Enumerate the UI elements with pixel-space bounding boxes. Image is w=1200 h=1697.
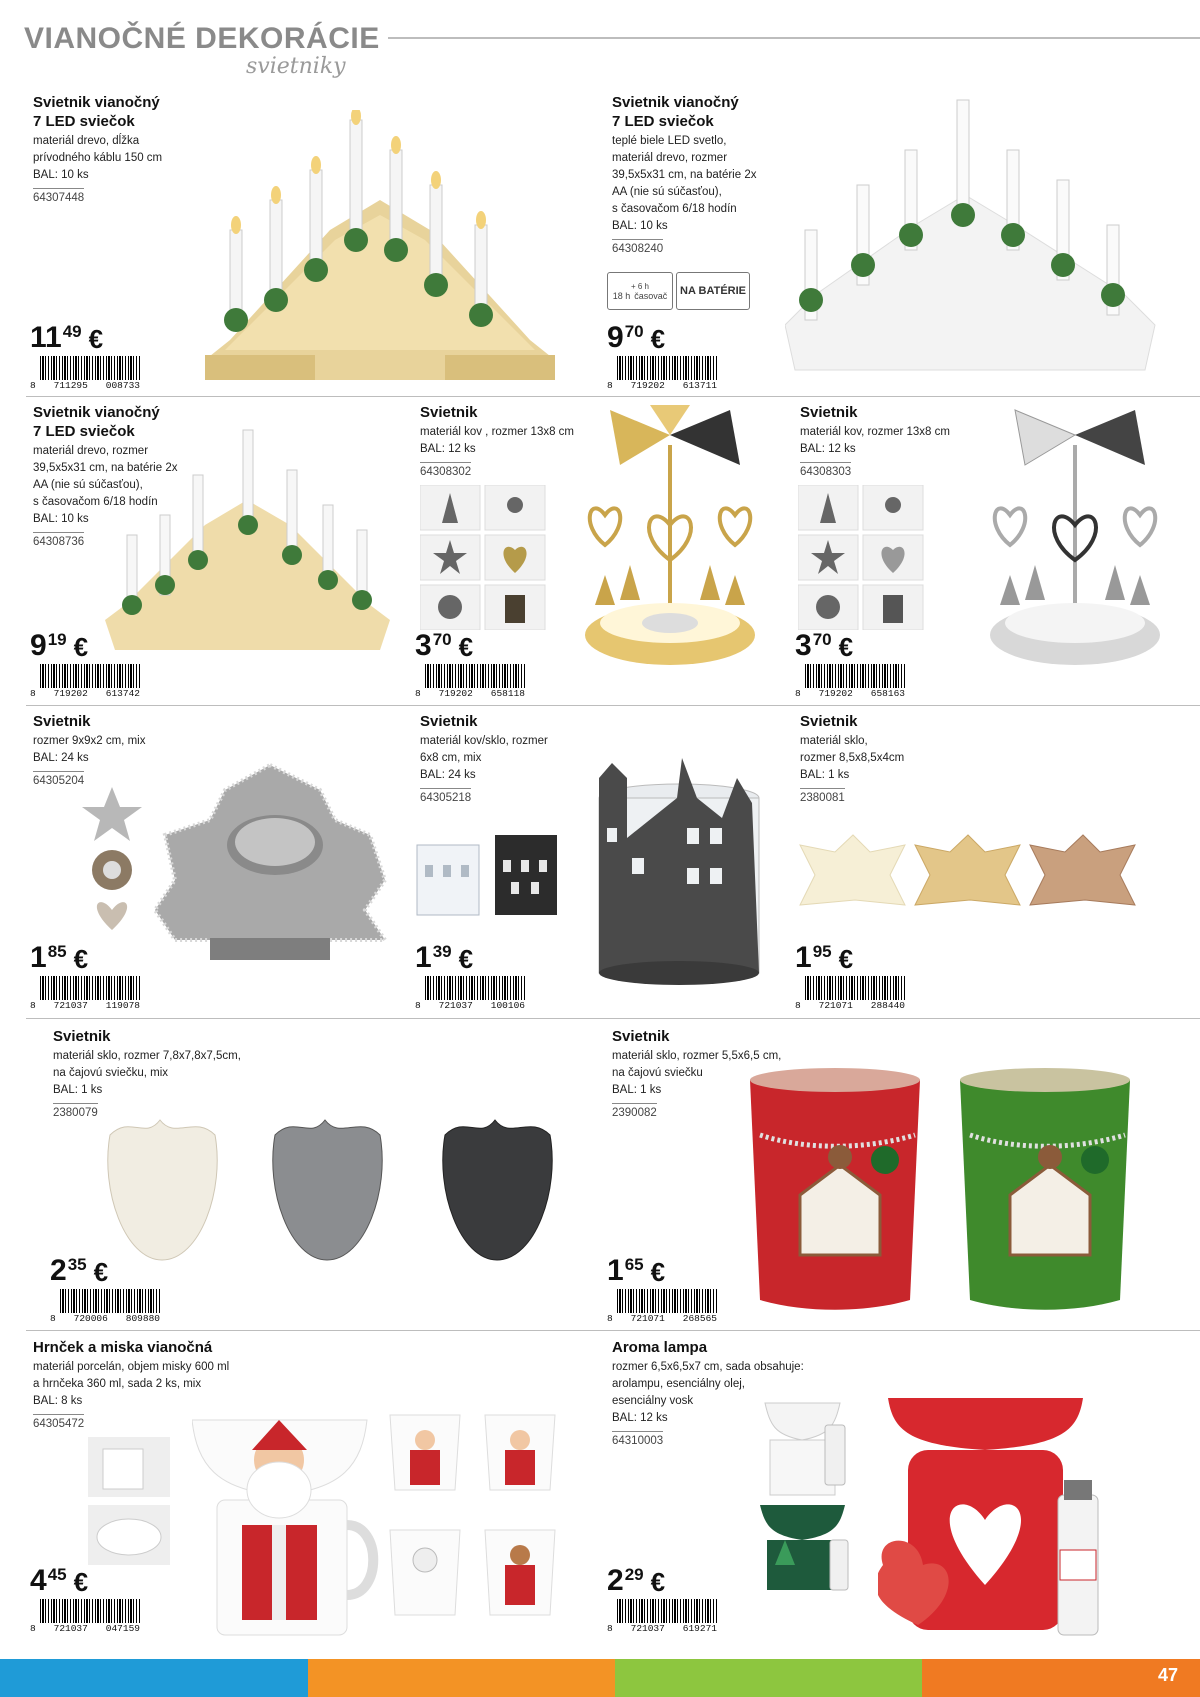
battery-badge: NA BATÉRIE xyxy=(676,272,750,310)
product-description: teplé biele LED svetlo, materiál drevo, rozmer 39,5x5x31 cm, na batérie 2x AA (nie sú súčasťou), s časovačom 6/18 hodín BAL: 10 ks xyxy=(612,135,757,232)
star-glass-holders-image xyxy=(795,830,1140,915)
product-info xyxy=(33,712,233,789)
product-code: 64310003 xyxy=(612,1431,663,1447)
timer-badge-right: časovač xyxy=(634,290,668,301)
barcode xyxy=(795,664,905,699)
price-integer: 11 xyxy=(30,321,62,354)
barcode xyxy=(30,664,140,699)
price-currency: € xyxy=(458,944,474,974)
barcode xyxy=(415,664,525,699)
price-currency: € xyxy=(650,1567,666,1597)
barcode-bars xyxy=(805,664,905,688)
footer-segment xyxy=(0,1659,308,1697)
barcode-right: 619271 xyxy=(682,1623,717,1634)
product-code: 2390082 xyxy=(612,1103,657,1119)
product-price xyxy=(30,630,88,664)
house-candleholders-image xyxy=(415,820,565,920)
page-title: VIANOČNÉ DEKORÁCIE xyxy=(24,22,380,55)
barcode-bars xyxy=(617,1599,717,1623)
product-description: rozmer 9x9x2 cm, mix BAL: 24 ks xyxy=(33,735,146,764)
price-currency: € xyxy=(73,632,89,662)
price-decimal: 85 xyxy=(47,942,67,961)
product-name: Hrnček a miska vianočná xyxy=(33,1339,213,1356)
mug-bowl-thumbnails-image xyxy=(88,1437,170,1569)
product-code: 2380079 xyxy=(53,1103,98,1119)
barcode-left: 721071 xyxy=(630,1313,665,1324)
barcode-bars xyxy=(805,976,905,1000)
product-info xyxy=(800,403,1000,480)
product-code: 64308736 xyxy=(33,532,84,548)
product-price xyxy=(795,630,853,664)
price-decimal: 70 xyxy=(812,630,832,649)
price-decimal: 35 xyxy=(67,1255,87,1274)
tulip-glass-holders-image xyxy=(100,1110,570,1270)
footer-segment xyxy=(615,1659,922,1697)
product-price xyxy=(30,1565,88,1599)
barcode-prefix: 8 xyxy=(607,1623,613,1634)
price-integer: 4 xyxy=(30,1564,47,1597)
white-candle-arch-image xyxy=(785,95,1170,375)
thumbnail-grid-image xyxy=(798,485,928,630)
product-code: 64305218 xyxy=(420,788,471,804)
barcode-prefix: 8 xyxy=(30,380,36,391)
price-integer: 1 xyxy=(607,1254,624,1287)
price-currency: € xyxy=(93,1257,109,1287)
price-integer: 1 xyxy=(30,941,47,974)
price-decimal: 45 xyxy=(47,1565,67,1584)
barcode xyxy=(30,976,140,1011)
santa-mug-bowl-image xyxy=(192,1405,382,1640)
product-info xyxy=(612,93,812,257)
product-description: rozmer 6,5x6,5x7 cm, sada obsahuje: arolampu, esenciálny olej, esenciálny vosk BAL: 12 ks xyxy=(612,1361,804,1424)
page-subtitle: svietniky xyxy=(246,54,346,79)
price-integer: 3 xyxy=(795,629,812,662)
barcode-right: 008733 xyxy=(105,380,140,391)
barcode xyxy=(607,1599,717,1634)
product-info xyxy=(612,1338,872,1449)
product-code: 64308240 xyxy=(612,239,663,255)
barcode-prefix: 8 xyxy=(30,1000,36,1011)
barcode-bars xyxy=(617,1289,717,1313)
product-name: Svietnik vianočný 7 LED sviečok xyxy=(33,94,160,130)
price-currency: € xyxy=(73,1567,89,1597)
product-code: 2380081 xyxy=(800,788,845,804)
product-name: Svietnik xyxy=(612,1028,670,1045)
timer-icon: + 6 h xyxy=(630,281,649,291)
product-price xyxy=(50,1255,108,1289)
product-info xyxy=(612,1027,872,1121)
product-price xyxy=(607,1255,665,1289)
barcode-prefix: 8 xyxy=(607,1313,613,1324)
product-price xyxy=(30,942,88,976)
product-price xyxy=(415,630,473,664)
product-price xyxy=(30,322,103,356)
product-price xyxy=(607,322,665,356)
barcode-prefix: 8 xyxy=(415,1000,421,1011)
price-integer: 2 xyxy=(50,1254,67,1287)
price-currency: € xyxy=(458,632,474,662)
barcode-prefix: 8 xyxy=(50,1313,56,1324)
price-currency: € xyxy=(650,324,666,354)
product-info xyxy=(33,93,233,206)
price-currency: € xyxy=(88,324,104,354)
price-decimal: 95 xyxy=(812,942,832,961)
barcode-right: 100106 xyxy=(490,1000,525,1011)
product-price xyxy=(795,942,853,976)
barcode-bars xyxy=(40,356,140,380)
barcode-bars xyxy=(40,1599,140,1623)
barcode-right: 047159 xyxy=(105,1623,140,1634)
price-decimal: 65 xyxy=(624,1255,644,1274)
barcode-left: 721037 xyxy=(53,1000,88,1011)
price-integer: 3 xyxy=(415,629,432,662)
row-divider xyxy=(26,1330,1200,1331)
product-description: materiál kov/sklo, rozmer 6x8 cm, mix BAL: 24 ks xyxy=(420,735,548,781)
price-decimal: 29 xyxy=(624,1565,644,1584)
price-decimal: 70 xyxy=(624,322,644,341)
price-currency: € xyxy=(650,1257,666,1287)
product-name: Svietnik xyxy=(800,713,858,730)
barcode-left: 720006 xyxy=(73,1313,108,1324)
barcode-right: 613742 xyxy=(105,688,140,699)
barcode-right: 613711 xyxy=(682,380,717,391)
product-price xyxy=(607,1565,665,1599)
barcode-left: 721037 xyxy=(53,1623,88,1634)
product-name: Svietnik xyxy=(800,404,858,421)
product-description: materiál sklo, rozmer 5,5x6,5 cm, na čajovú sviečku BAL: 1 ks xyxy=(612,1050,782,1096)
price-decimal: 49 xyxy=(62,322,82,341)
barcode-left: 721071 xyxy=(818,1000,853,1011)
barcode-prefix: 8 xyxy=(415,688,421,699)
silver-carousel-image xyxy=(985,405,1165,680)
product-code: 64307448 xyxy=(33,188,84,204)
thumbnail-grid-image xyxy=(420,485,550,630)
product-name: Svietnik xyxy=(420,404,478,421)
barcode-right: 268565 xyxy=(682,1313,717,1324)
barcode xyxy=(30,356,140,391)
product-info xyxy=(420,712,620,806)
product-name: Svietnik vianočný 7 LED sviečok xyxy=(612,94,739,130)
page-number: 47 xyxy=(1157,1665,1178,1685)
product-description: materiál sklo, rozmer 7,8x7,8x7,5cm, na čajovú sviečku, mix BAL: 1 ks xyxy=(53,1050,241,1096)
product-name: Svietnik xyxy=(33,713,91,730)
product-name: Aroma lampa xyxy=(612,1339,708,1356)
barcode xyxy=(30,1599,140,1634)
price-integer: 9 xyxy=(30,629,47,662)
red-aroma-lamp-image xyxy=(878,1390,1118,1645)
barcode-bars xyxy=(60,1289,160,1313)
row-divider xyxy=(26,396,1200,397)
price-integer: 9 xyxy=(607,321,624,354)
price-integer: 1 xyxy=(795,941,812,974)
barcode-bars xyxy=(425,664,525,688)
feature-badges xyxy=(607,272,750,310)
small-tealight-holders-image xyxy=(80,785,145,935)
tree-tealight-holder-image xyxy=(150,760,390,965)
footer-color-bar xyxy=(0,1659,1200,1697)
row-divider xyxy=(26,1018,1200,1019)
barcode xyxy=(607,356,717,391)
price-decimal: 70 xyxy=(432,630,452,649)
price-decimal: 39 xyxy=(432,942,452,961)
barcode-prefix: 8 xyxy=(795,1000,801,1011)
barcode xyxy=(795,976,905,1011)
product-code: 64305204 xyxy=(33,771,84,787)
barcode-left: 719202 xyxy=(818,688,853,699)
product-info xyxy=(33,403,233,550)
barcode-right: 288440 xyxy=(870,1000,905,1011)
product-description: materiál porcelán, objem misky 600 ml a hrnčeka 360 ml, sada 2 ks, mix BAL: 8 ks xyxy=(33,1361,230,1407)
barcode xyxy=(415,976,525,1011)
price-integer: 1 xyxy=(415,941,432,974)
product-description: materiál kov, rozmer 13x8 cm BAL: 12 ks xyxy=(800,426,950,455)
product-description: materiál drevo, rozmer 39,5x5x31 cm, na batérie 2x AA (nie sú súčasťou), s časovačom 6/18 hodín BAL: 10 ks xyxy=(33,445,178,525)
product-description: materiál kov , rozmer 13x8 cm BAL: 12 ks xyxy=(420,426,575,455)
timer-badge-left: 18 h xyxy=(612,290,631,301)
wooden-candle-arch-image xyxy=(205,110,555,390)
barcode-prefix: 8 xyxy=(795,688,801,699)
product-price xyxy=(415,942,473,976)
price-decimal: 19 xyxy=(47,630,67,649)
product-name: Svietnik xyxy=(420,713,478,730)
barcode-prefix: 8 xyxy=(30,688,36,699)
barcode-prefix: 8 xyxy=(607,380,613,391)
price-integer: 2 xyxy=(607,1564,624,1597)
barcode xyxy=(50,1289,160,1324)
barcode-left: 721037 xyxy=(438,1000,473,1011)
product-code: 64308302 xyxy=(420,462,471,478)
product-info xyxy=(800,712,1000,806)
footer-segment xyxy=(308,1659,615,1697)
barcode-left: 719202 xyxy=(53,688,88,699)
barcode xyxy=(607,1289,717,1324)
product-info xyxy=(420,403,620,480)
product-description: materiál sklo, rozmer 8,5x8,5x4cm BAL: 1 ks xyxy=(800,735,905,781)
row-divider xyxy=(26,705,1200,706)
barcode-bars xyxy=(40,976,140,1000)
barcode-right: 119078 xyxy=(105,1000,140,1011)
product-name: Svietnik vianočný 7 LED sviečok xyxy=(33,404,160,440)
barcode-bars xyxy=(425,976,525,1000)
barcode-left: 711295 xyxy=(53,380,88,391)
barcode-prefix: 8 xyxy=(30,1623,36,1634)
product-description: materiál drevo, dĺžka prívodného káblu 150 cm BAL: 10 ks xyxy=(33,135,163,181)
christmas-mugs-image xyxy=(385,1410,575,1635)
barcode-right: 809880 xyxy=(125,1313,160,1324)
barcode-left: 719202 xyxy=(630,380,665,391)
barcode-bars xyxy=(40,664,140,688)
price-currency: € xyxy=(73,944,89,974)
price-currency: € xyxy=(838,944,854,974)
product-code: 64308303 xyxy=(800,462,851,478)
product-info xyxy=(53,1027,313,1121)
timer-badge xyxy=(607,272,673,310)
barcode-left: 719202 xyxy=(438,688,473,699)
barcode-bars xyxy=(617,356,717,380)
header-rule xyxy=(388,37,1200,39)
barcode-right: 658118 xyxy=(490,688,525,699)
product-info xyxy=(33,1338,293,1432)
product-name: Svietnik xyxy=(53,1028,111,1045)
price-currency: € xyxy=(838,632,854,662)
barcode-left: 721037 xyxy=(630,1623,665,1634)
product-code: 64305472 xyxy=(33,1414,84,1430)
barcode-right: 658163 xyxy=(870,688,905,699)
